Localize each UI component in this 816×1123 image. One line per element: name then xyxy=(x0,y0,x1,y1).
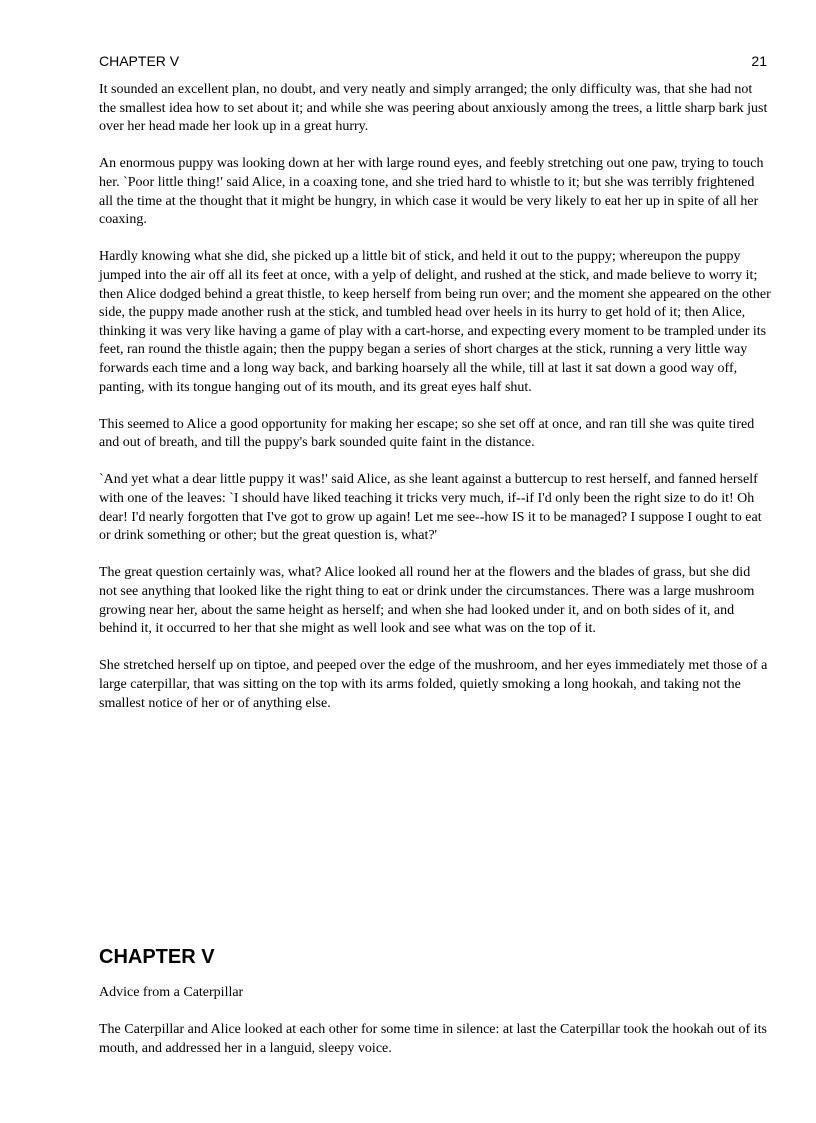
page-number: 21 xyxy=(751,53,767,69)
paragraph: It sounded an excellent plan, no doubt, and very neatly and simply arranged; the only difficulty was, that she had not the smallest idea how to set about it; and while she was peering about anxiously among the trees, a little sharp bark just over her head made her look up in a great hurry. xyxy=(99,82,768,135)
chapter-subtitle: Advice from a Caterpillar xyxy=(99,985,244,1000)
paragraph: `And yet what a dear little puppy it was!' said Alice, as she leant against a buttercup to rest herself, and fanned herself with one of the leaves: `I should have liked teaching it tricks very much, if--if I'd only been the right size to do it! Oh dear! I'd nearly forgotten that I've got to grow up again! Let me see--how IS it to be managed? I suppose I ought to eat or drink something or other; but the great question is, what?' xyxy=(99,472,762,544)
running-title: CHAPTER V xyxy=(99,53,180,69)
paragraph: This seemed to Alice a good opportunity for making her escape; so she set off at once, and ran till she was quite tired and out of breath, and till the puppy's bark sounded quite faint in the distance. xyxy=(99,416,755,451)
body-text xyxy=(99,81,771,732)
chapter-first-paragraph: The Caterpillar and Alice looked at each other for some time in silence: at last the Caterpillar took the hookah out of its mouth, and addressed her in a languid, sleepy voice. xyxy=(99,1022,767,1056)
running-header xyxy=(99,51,767,71)
paragraph: The great question certainly was, what? Alice looked all round her at the flowers and the blades of grass, but she did not see anything that looked like the right thing to eat or drink under the circumstances. There was a large mushroom growing near her, about the same height as herself; and when she had looked under it, and on both sides of it, and behind it, it occurred to her that she might as well look and see what was on the top of it. xyxy=(99,565,755,637)
chapter-heading: CHAPTER V xyxy=(99,946,215,968)
paragraph: An enormous puppy was looking down at her with large round eyes, and feebly stretching out one paw, trying to touch her. `Poor little thing!' said Alice, in a coaxing tone, and she tried hard to whistle to it; but she was terribly frightened all the time at the thought that it might be hungry, in which case it would be very likely to eat her up in spite of all her coaxing. xyxy=(99,156,764,228)
chapter-start xyxy=(99,944,771,1058)
paragraph: Hardly knowing what she did, she picked up a little bit of stick, and held it out to the puppy; whereupon the puppy jumped into the air off all its feet at once, with a yelp of delight, and rushed at the stick, and made believe to worry it; then Alice dodged behind a great thistle, to keep herself from being run over; and the moment she appeared on the other side, the puppy made another rush at the stick, and tumbled head over heels in its hurry to get hold of it; then Alice, thinking it was very like having a game of play with a cart-horse, and expecting every moment to be trampled under its feet, ran round the thistle again; then the puppy began a series of short charges at the stick, running a very little way forwards each time and a long way back, and barking hoarsely all the while, till at last it sat down a good way off, panting, with its tongue hanging out of its mouth, and its great eyes half shut. xyxy=(99,249,771,395)
paragraph: She stretched herself up on tiptoe, and peeped over the edge of the mushroom, and her eyes immediately met those of a large caterpillar, that was sitting on the top with its arms folded, quietly smoking a long hookah, and taking not the smallest notice of her or of anything else. xyxy=(99,658,768,711)
